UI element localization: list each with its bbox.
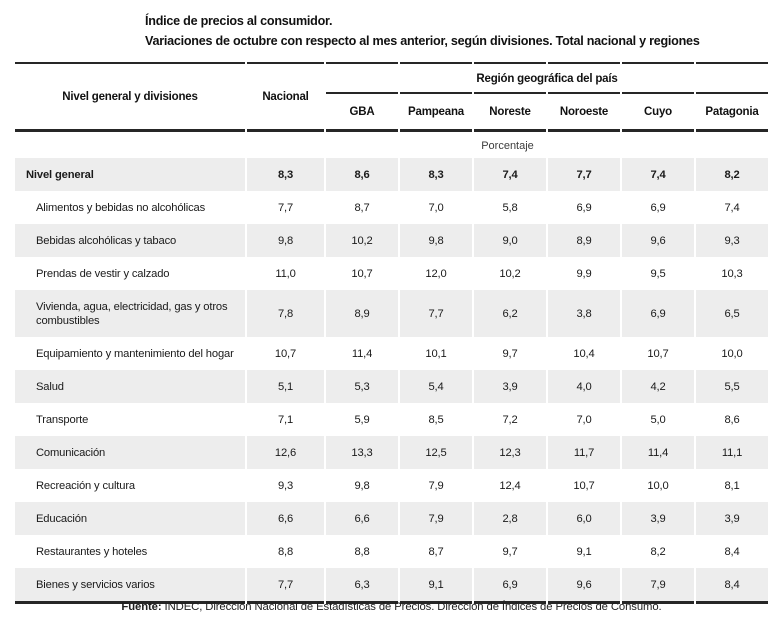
value-cell: 7,0 bbox=[576, 413, 592, 426]
value-cell: 5,0 bbox=[650, 413, 666, 426]
source-text: INDEC, Dirección Nacional de Estadísticas de Precios. Dirección de Índices de Precios de Consumo. bbox=[161, 601, 662, 613]
value-cell: 8,8 bbox=[354, 545, 370, 558]
table-row bbox=[15, 370, 768, 403]
row-label: Recreación y cultura bbox=[36, 479, 135, 492]
table-row bbox=[15, 403, 768, 436]
table-row bbox=[15, 436, 768, 469]
value-cell: 9,3 bbox=[277, 479, 294, 492]
value-cell: 6,6 bbox=[326, 502, 398, 535]
header-group-row bbox=[15, 64, 768, 92]
value-cell: 9,1 bbox=[576, 545, 592, 558]
value-cell: 8,6 bbox=[326, 158, 398, 191]
value-cell: 6,0 bbox=[548, 502, 620, 535]
value-cell: 10,7 bbox=[573, 479, 595, 492]
value-cell: 13,3 bbox=[326, 436, 398, 469]
value-cell: 9,6 bbox=[622, 224, 694, 257]
value-cell: 8,2 bbox=[650, 545, 666, 558]
value-cell: 8,6 bbox=[724, 413, 740, 426]
value-cell: 10,4 bbox=[573, 347, 595, 360]
value-cell: 8,4 bbox=[696, 568, 768, 604]
region-col-header: Noroeste bbox=[548, 92, 620, 132]
row-label: Restaurantes y hoteles bbox=[36, 545, 148, 558]
value-cell: 6,9 bbox=[474, 568, 546, 604]
table-row bbox=[15, 158, 768, 191]
value-cell: 8,7 bbox=[428, 545, 444, 558]
value-cell: 7,1 bbox=[277, 413, 294, 426]
value-cell: 11,0 bbox=[275, 267, 296, 280]
table-row bbox=[15, 290, 768, 337]
value-cell: 7,7 bbox=[277, 201, 294, 214]
table-row bbox=[15, 502, 768, 535]
unit-spacer bbox=[15, 132, 245, 158]
value-cell: 6,9 bbox=[650, 201, 666, 214]
table-row bbox=[15, 224, 768, 257]
value-cell: 10,7 bbox=[351, 267, 373, 280]
region-col-header: Pampeana bbox=[400, 92, 472, 132]
row-label: Comunicación bbox=[15, 436, 245, 469]
value-cell: 9,8 bbox=[247, 224, 324, 257]
value-cell: 7,4 bbox=[724, 201, 740, 214]
value-cell: 9,7 bbox=[502, 545, 518, 558]
value-cell: 12,4 bbox=[499, 479, 521, 492]
region-col-header: GBA bbox=[326, 92, 398, 132]
value-cell: 7,2 bbox=[502, 413, 518, 426]
row-label: Nivel general bbox=[15, 158, 245, 191]
value-cell: 9,1 bbox=[400, 568, 472, 604]
value-cell: 3,8 bbox=[548, 290, 620, 337]
value-cell: 6,9 bbox=[622, 290, 694, 337]
row-label: Prendas de vestir y calzado bbox=[36, 267, 170, 280]
value-cell: 6,6 bbox=[247, 502, 324, 535]
region-group-header: Región geográfica del país bbox=[476, 73, 618, 85]
value-cell: 8,1 bbox=[724, 479, 740, 492]
value-cell: 9,3 bbox=[696, 224, 768, 257]
col-header-divisions: Nivel general y divisiones bbox=[15, 64, 245, 132]
value-cell: 9,6 bbox=[548, 568, 620, 604]
value-cell: 9,8 bbox=[354, 479, 370, 492]
source-label: Fuente: bbox=[121, 601, 162, 613]
value-cell: 7,9 bbox=[622, 568, 694, 604]
value-cell: 5,9 bbox=[354, 413, 370, 426]
table-row bbox=[15, 568, 768, 604]
source-note bbox=[13, 601, 770, 613]
value-cell: 12,0 bbox=[425, 267, 447, 280]
region-col-header: Cuyo bbox=[622, 92, 694, 132]
row-label: Transporte bbox=[36, 413, 89, 426]
row-label: Vivienda, agua, electricidad, gas y otros combustibles bbox=[15, 290, 245, 337]
value-cell: 7,7 bbox=[247, 568, 324, 604]
value-cell: 5,5 bbox=[696, 370, 768, 403]
row-label: Equipamiento y mantenimiento del hogar bbox=[36, 347, 234, 360]
value-cell: 10,1 bbox=[425, 347, 447, 360]
row-label: Alimentos y bebidas no alcohólicas bbox=[36, 201, 206, 214]
col-header-nacional: Nacional bbox=[247, 64, 324, 132]
value-cell: 9,7 bbox=[502, 347, 518, 360]
value-cell: 7,9 bbox=[428, 479, 444, 492]
value-cell: 5,4 bbox=[400, 370, 472, 403]
value-cell: 3,9 bbox=[696, 502, 768, 535]
value-cell: 8,8 bbox=[277, 545, 294, 558]
region-col-header: Noreste bbox=[474, 92, 546, 132]
value-cell: 10,0 bbox=[647, 479, 669, 492]
value-cell: 8,3 bbox=[247, 158, 324, 191]
row-label: Educación bbox=[15, 502, 245, 535]
value-cell: 5,1 bbox=[247, 370, 324, 403]
value-cell: 6,2 bbox=[474, 290, 546, 337]
row-label: Salud bbox=[15, 370, 245, 403]
value-cell: 4,0 bbox=[548, 370, 620, 403]
value-cell: 7,4 bbox=[622, 158, 694, 191]
value-cell: 8,7 bbox=[354, 201, 370, 214]
value-cell: 11,4 bbox=[622, 436, 694, 469]
value-cell: 7,4 bbox=[474, 158, 546, 191]
value-cell: 9,5 bbox=[650, 267, 666, 280]
value-cell: 8,9 bbox=[326, 290, 398, 337]
row-label: Bebidas alcohólicas y tabaco bbox=[15, 224, 245, 257]
value-cell: 4,2 bbox=[622, 370, 694, 403]
value-cell: 2,8 bbox=[474, 502, 546, 535]
report-title: Índice de precios al consumidor. bbox=[145, 14, 333, 28]
table-row bbox=[15, 191, 768, 224]
value-cell: 6,5 bbox=[696, 290, 768, 337]
value-cell: 8,3 bbox=[400, 158, 472, 191]
value-cell: 3,9 bbox=[622, 502, 694, 535]
value-cell: 10,7 bbox=[274, 347, 297, 360]
value-cell: 7,7 bbox=[400, 290, 472, 337]
value-cell: 11,1 bbox=[696, 436, 768, 469]
value-cell: 9,9 bbox=[576, 267, 592, 280]
value-cell: 5,8 bbox=[502, 201, 518, 214]
value-cell: 7,9 bbox=[400, 502, 472, 535]
table-row bbox=[15, 337, 768, 370]
unit-label: Porcentaje bbox=[481, 140, 534, 152]
table-row bbox=[15, 469, 768, 502]
value-cell: 6,9 bbox=[576, 201, 592, 214]
title-block bbox=[145, 11, 700, 51]
value-cell: 6,3 bbox=[326, 568, 398, 604]
value-cell: 12,3 bbox=[474, 436, 546, 469]
value-cell: 10,7 bbox=[647, 347, 669, 360]
value-cell: 7,0 bbox=[428, 201, 444, 214]
value-cell: 10,3 bbox=[721, 267, 743, 280]
value-cell: 8,9 bbox=[548, 224, 620, 257]
value-cell: 8,2 bbox=[696, 158, 768, 191]
value-cell: 8,5 bbox=[428, 413, 444, 426]
value-cell: 11,4 bbox=[351, 347, 373, 360]
value-cell: 7,7 bbox=[548, 158, 620, 191]
value-cell: 3,9 bbox=[474, 370, 546, 403]
value-cell: 12,5 bbox=[400, 436, 472, 469]
table-row bbox=[15, 257, 768, 290]
value-cell: 12,6 bbox=[247, 436, 324, 469]
value-cell: 10,0 bbox=[721, 347, 743, 360]
value-cell: 10,2 bbox=[499, 267, 521, 280]
report-subtitle: Variaciones de octubre con respecto al mes anterior, según divisiones. Total nacional y regiones bbox=[145, 34, 700, 48]
value-cell: 8,4 bbox=[724, 545, 740, 558]
row-label: Bienes y servicios varios bbox=[15, 568, 245, 604]
value-cell: 5,3 bbox=[326, 370, 398, 403]
value-cell: 10,2 bbox=[326, 224, 398, 257]
value-cell: 9,0 bbox=[474, 224, 546, 257]
table-row bbox=[15, 535, 768, 568]
ipc-table bbox=[13, 62, 770, 604]
value-cell: 9,8 bbox=[400, 224, 472, 257]
value-cell: 11,7 bbox=[548, 436, 620, 469]
unit-row bbox=[15, 132, 768, 158]
value-cell: 7,8 bbox=[247, 290, 324, 337]
region-col-header: Patagonia bbox=[696, 92, 768, 132]
